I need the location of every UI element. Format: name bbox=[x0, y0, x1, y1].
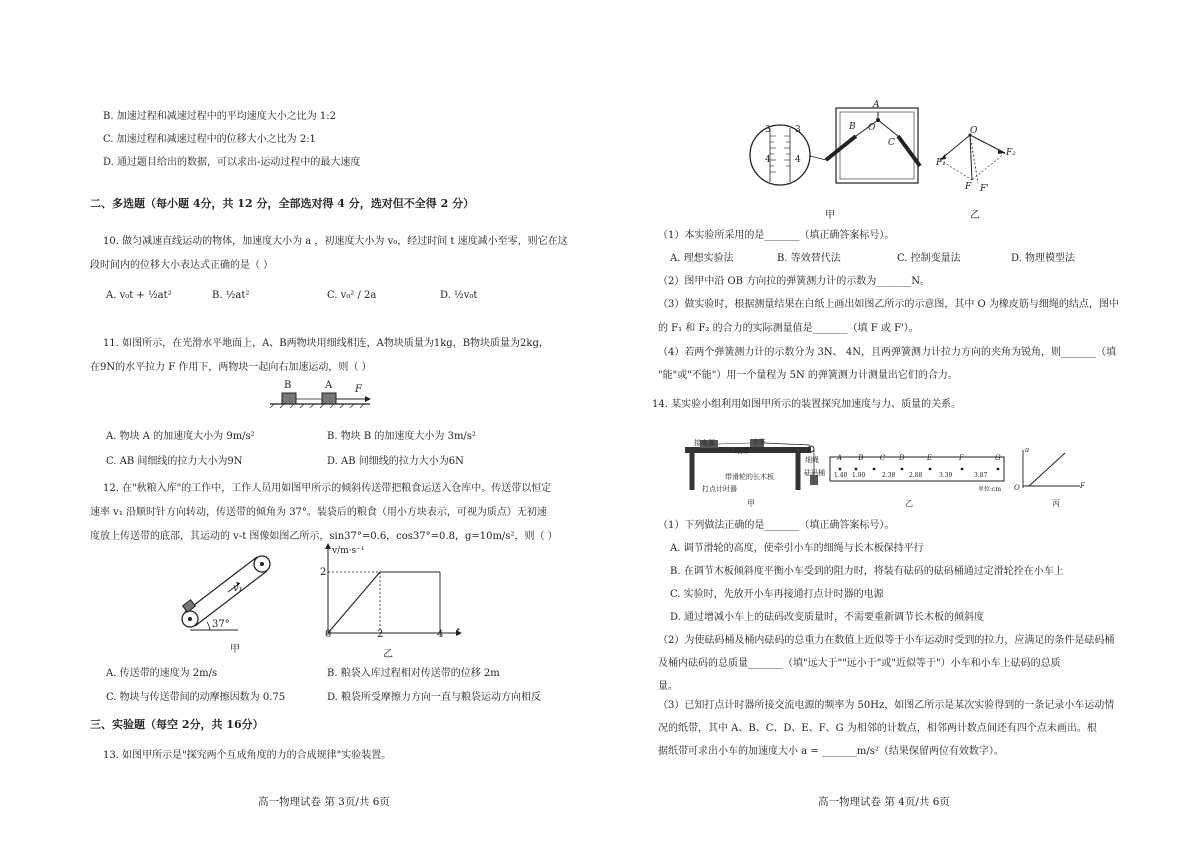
q14-sub-3-line-2: 况的纸带，其中 A、B、C、D、E、F、G 为相邻的计数点，相邻两计数点间还有四个点未画出。根 bbox=[658, 723, 1097, 734]
q13-sub-1: （1）本实验所采用的是_______（填正确答案标号）。 bbox=[658, 230, 895, 241]
q12-line-2: 速率 v₁ 沿顺时针方向转动，传送带的倾角为 37°。装袋后的粮食（用小方块表示，可视为质点）无初速 bbox=[90, 507, 547, 518]
q13-sub-4-line-1: （4）若两个弹簧测力计的示数分为 3N、 4N，且两弹簧测力计拉力方向的夹角为锐角，则_______（填 bbox=[658, 347, 1116, 358]
q14-sub-3-line-1: （3）已知打点计时器所接交流电源的频率为 50Hz，如图乙所示是某次实验得到的一条记录小车运动情 bbox=[658, 700, 1115, 711]
q14-sub-1: （1）下列做法正确的是_______（填正确答案标号）。 bbox=[658, 520, 895, 531]
q11-option-b: B. 物块 B 的加速度大小为 3m/s² bbox=[327, 431, 476, 442]
q11-line-2: 在9N的水平拉力 F 作用下，两物块一起向右加速运动，则（ ） bbox=[90, 362, 372, 373]
q13-line-1: 13. 如图甲所示是"探究两个互成角度的力的合成规律"实验装置。 bbox=[103, 750, 392, 761]
q14-stem: 14. 某实验小组利用如图甲所示的装置探究加速度与力、质量的关系。 bbox=[652, 399, 962, 410]
q14-sub-2-line-3: 量。 bbox=[658, 681, 678, 692]
q14-label-cart: 小车 bbox=[752, 438, 766, 446]
q14-label-board: 带滑轮的长木板 bbox=[725, 473, 774, 481]
q14-label-timer: 打点计时器 bbox=[702, 485, 737, 493]
tape-unit: 单位:cm bbox=[978, 486, 1002, 493]
vt-x-tick-2: 2 bbox=[377, 629, 384, 640]
q11-option-d: D. AB 间细线的拉力大小为6N bbox=[327, 456, 464, 467]
force-label-f2: F₂ bbox=[1006, 148, 1016, 158]
q14-sub-2-line-2: 及桶内砝码的总质量_______（填"远大于""远小于"或"近似等于"）小车和小车上砝码的总质 bbox=[658, 658, 1061, 669]
q14-a-label: a bbox=[1025, 446, 1030, 454]
q10-line-1: 10. 做匀减速直线运动的物体，加速度大小为 a ，初速度大小为 v₀，经过时间 t 速度减小至零，则它在这 bbox=[103, 236, 568, 247]
q14-a-f-graph bbox=[1015, 448, 1085, 493]
tape-letter-b: B bbox=[858, 454, 871, 462]
q13-label-c: C bbox=[888, 138, 895, 148]
scale-mark-3a: 3 bbox=[765, 125, 771, 135]
conveyor-angle-label: 37° bbox=[212, 619, 230, 630]
scale-mark-4b: 4 bbox=[795, 155, 801, 165]
force-label-fprime: F' bbox=[980, 184, 989, 194]
tape-letter-c: C bbox=[879, 454, 893, 462]
q14-figure-yi-caption: 乙 bbox=[905, 499, 913, 508]
vt-x-tick-4: 4 bbox=[437, 629, 444, 640]
q14-o-label: O bbox=[1014, 484, 1020, 492]
tape-value-2: 1.90 bbox=[852, 472, 866, 479]
page-4 bbox=[600, 0, 1200, 849]
q13-sub-1-option-c: C. 控制变量法 bbox=[897, 253, 961, 264]
q12-option-a: A. 传送带的速度为 2m/s bbox=[106, 668, 218, 679]
q13-sub-3-line-1: （3）做实验时，根据测量结果在白纸上画出如图乙所示的示意图，其中 O 为橡皮筋与细绳的结点，图中 bbox=[658, 299, 1119, 310]
q14-figure-bing-caption: 丙 bbox=[1052, 499, 1060, 508]
q14-label-rope: 细绳 bbox=[805, 456, 819, 464]
q13-figure-yi-caption: 乙 bbox=[970, 210, 980, 221]
q13-label-a: A bbox=[873, 100, 880, 110]
q10-option-d: D. ½v₀t bbox=[440, 290, 478, 301]
q13-sub-1-option-b: B. 等效替代法 bbox=[777, 253, 841, 264]
q11-option-c: C. AB 间细线的拉力大小为9N bbox=[106, 456, 243, 467]
q13-sub-1-option-d: D. 物理模型法 bbox=[1011, 253, 1076, 264]
vt-y-tick-2: 2 bbox=[320, 567, 327, 578]
tape-letter-f: F bbox=[959, 454, 964, 462]
q14-label-tape: 纸带 bbox=[735, 447, 749, 455]
tape-letter-d: D bbox=[899, 454, 905, 462]
q9-option-b: B. 加速过程和减速过程中的平均速度大小之比为 1:2 bbox=[103, 111, 336, 122]
q10-line-2: 段时间内的位移大小表达式正确的是（ ） bbox=[90, 260, 274, 271]
q13-label-b: B bbox=[849, 122, 856, 132]
force-label-f1: F₁ bbox=[936, 158, 946, 168]
q13-apparatus-figure bbox=[748, 98, 928, 198]
q11-label-b: B bbox=[284, 380, 292, 391]
q14-sub-1-option-c: C. 实验时，先放开小车再接通打点计时器的电源 bbox=[670, 589, 884, 600]
q14-sub-3-line-3: 据纸带可求出小车的加速度大小 a = _______m/s²（结果保留两位有效数字）。 bbox=[658, 746, 1004, 757]
tape-letters bbox=[837, 454, 892, 462]
q13-sub-3-line-2: 的 F₁ 和 F₂ 的合力的实际测量值是_______（填 F 或 F'）。 bbox=[658, 323, 919, 334]
scale-mark-4a: 4 bbox=[765, 155, 771, 165]
q12-option-d: D. 粮袋所受摩擦力方向一直与粮袋运动方向相反 bbox=[327, 692, 542, 703]
vt-figure-caption: 乙 bbox=[383, 649, 393, 660]
q14-label-power: 接电源 bbox=[694, 439, 715, 447]
q10-option-c: C. v₀² / 2a bbox=[327, 290, 377, 301]
q14-sub-2-line-1: （2）为使砝码桶及桶内砝码的总重力在数值上近似等于小车运动时受到的拉力，应满足的条件是砝码桶 bbox=[658, 635, 1115, 646]
q13-sub-2: （2）图甲中沿 OB 方向拉的弹簧测力计的示数为_______N。 bbox=[658, 276, 931, 287]
q14-sub-1-option-d: D. 通过增减小车上的砝码改变质量时，不需要重新调节长木板的倾斜度 bbox=[670, 612, 985, 623]
tape-value-3: 2.38 bbox=[882, 472, 896, 479]
vt-graph bbox=[320, 545, 465, 640]
q14-sub-1-option-a: A. 调节滑轮的高度，使牵引小车的细绳与长木板保持平行 bbox=[670, 543, 924, 554]
q12-line-1: 12. 在"秋粮入库"的工作中，工作人员用如图甲所示的倾斜传送带把粮食运送入仓库中。传送带以恒定 bbox=[103, 483, 552, 494]
q13-sub-1-option-a: A. 理想实验法 bbox=[670, 253, 734, 264]
q14-label-bucket: 砝码桶 bbox=[804, 469, 825, 477]
q11-label-a: A bbox=[325, 380, 333, 391]
footer-page-4: 高一物理试卷 第 4页/共 6页 bbox=[818, 796, 950, 808]
q9-option-c: C. 加速过程和减速过程中的位移大小之比为 2:1 bbox=[103, 134, 316, 145]
conveyor-v1-label: v₁ bbox=[233, 583, 243, 594]
q13-sub-4-line-2: "能"或"不能"）用一个量程为 5N 的弹簧测力计测量出它们的合力。 bbox=[658, 370, 958, 381]
tape-value-6: 3.87 bbox=[974, 472, 988, 479]
scale-mark-3b: 3 bbox=[795, 125, 801, 135]
force-label-f: F bbox=[965, 182, 972, 192]
q14-sub-1-option-b: B. 在调节木板倾斜度平衡小车受到的阻力时，将装有砝码的砝码桶通过定滑轮拴在小车上 bbox=[670, 566, 1064, 577]
tape-letter-a: A bbox=[837, 454, 850, 462]
q11-label-f: F bbox=[355, 384, 362, 395]
section-3-title: 三、实验题（每空 2分，共 16分） bbox=[90, 718, 264, 731]
q11-option-a: A. 物块 A 的加速度大小为 9m/s² bbox=[106, 431, 255, 442]
tape-value-4: 2.88 bbox=[909, 472, 923, 479]
q14-figure-jia-caption: 甲 bbox=[747, 499, 755, 508]
q9-option-d: D. 通过题目给出的数据，可以求出-运动过程中的最大速度 bbox=[103, 157, 361, 168]
q11-line-1: 11. 如图所示，在光滑水平地面上，A、B两物块用细线相连，A物块质量为1kg，B物块质量为2kg， bbox=[103, 338, 549, 349]
footer-page-3: 高一物理试卷 第 3页/共 6页 bbox=[258, 796, 390, 808]
force-label-o: O bbox=[970, 126, 978, 136]
conveyor-figure-caption: 甲 bbox=[230, 644, 240, 655]
q12-option-c: C. 物块与传送带间的动摩擦因数为 0.75 bbox=[106, 692, 286, 703]
tape-letter-e: E bbox=[927, 454, 933, 462]
block-a bbox=[322, 393, 336, 404]
q12-option-b: B. 粮袋入库过程相对传送带的位移 2m bbox=[327, 668, 500, 679]
vt-origin: 0 bbox=[325, 629, 332, 640]
vt-y-axis-label: v/m·s⁻¹ bbox=[332, 546, 365, 556]
tape-value-5: 3.39 bbox=[939, 472, 953, 479]
q13-label-o: O bbox=[868, 123, 876, 133]
q10-option-a: A. v₀t + ½at² bbox=[106, 290, 172, 301]
section-2-title: 二、多选题（每小题 4分，共 12 分，全部选对得 4 分，选对但不全得 2 分） bbox=[90, 197, 475, 210]
block-b bbox=[282, 393, 296, 404]
tape-letter-g: G bbox=[995, 454, 1001, 462]
tape-value-1: 1.40 bbox=[834, 472, 848, 479]
q12-line-3: 度放上传送带的底部，其运动的 v-t 图像如图乙所示，sin37°=0.6，cos37°=0.8，g=10m/s²，则（ ） bbox=[90, 531, 558, 542]
q14-f-label: F bbox=[1080, 482, 1085, 490]
q10-option-b: B. ½at² bbox=[212, 290, 250, 301]
vt-x-axis-label: t bbox=[456, 627, 461, 638]
q13-figure-jia-caption: 甲 bbox=[825, 210, 835, 221]
